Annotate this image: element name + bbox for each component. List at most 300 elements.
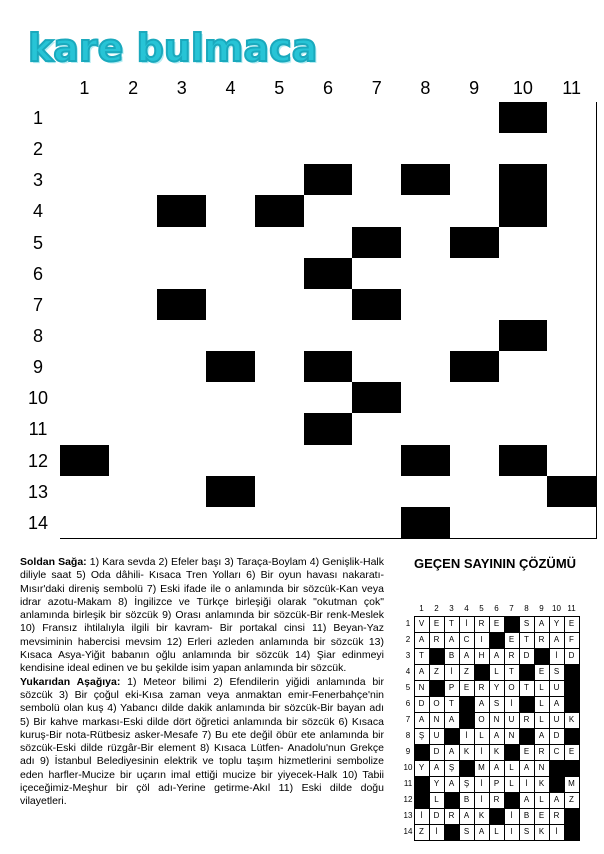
grid-cell[interactable]	[450, 258, 500, 290]
solution-column-number: 7	[509, 604, 514, 613]
grid-cell[interactable]	[60, 382, 110, 414]
row-number: 3	[32, 170, 43, 191]
solution-black-cell	[549, 760, 565, 777]
grid-cell[interactable]	[255, 320, 305, 352]
solution-cell: İ	[414, 808, 430, 825]
solution-cell: M	[474, 760, 490, 777]
black-cell	[352, 227, 402, 259]
grid-cell[interactable]	[255, 164, 305, 196]
grid-cell[interactable]	[60, 507, 110, 539]
column-number: 11	[562, 78, 581, 98]
solution-column-number: 8	[524, 604, 529, 613]
grid-cell[interactable]	[304, 445, 354, 477]
solution-cell: İ	[459, 728, 475, 745]
solution-cell: İ	[459, 616, 475, 633]
column-number: 2	[128, 78, 139, 98]
grid-cell[interactable]	[157, 102, 207, 134]
grid-cell[interactable]	[255, 102, 305, 134]
row-number: 1	[32, 108, 43, 128]
solution-black-cell	[444, 824, 460, 841]
solution-cell: Y	[549, 616, 565, 633]
solution-cell: L	[504, 776, 520, 793]
grid-cell[interactable]	[401, 133, 451, 165]
solution-row-number: 10	[403, 763, 413, 772]
grid-cell[interactable]	[255, 258, 305, 290]
solution-black-cell	[504, 616, 520, 633]
solution-cell: N	[429, 712, 445, 729]
grid-cell[interactable]	[206, 227, 256, 259]
grid-cell[interactable]	[499, 227, 549, 259]
solution-cell: A	[414, 632, 430, 649]
grid-cell[interactable]	[206, 445, 256, 477]
solution-cell: İ	[549, 824, 565, 841]
solution-cell: F	[564, 632, 580, 649]
grid-cell[interactable]	[304, 476, 354, 508]
grid-cell[interactable]	[352, 320, 402, 352]
grid-cell[interactable]	[547, 413, 597, 445]
column-number: 5	[274, 78, 285, 98]
grid-cell[interactable]	[499, 351, 549, 383]
black-cell	[547, 476, 597, 508]
solution-cell: O	[504, 680, 520, 697]
solution-cell: B	[519, 808, 535, 825]
solution-row-number: 4	[405, 667, 411, 676]
solution-cell: A	[474, 696, 490, 713]
row-number: 9	[32, 357, 43, 378]
grid-cell[interactable]	[255, 445, 305, 477]
grid-cell[interactable]	[401, 195, 451, 227]
grid-cell[interactable]	[547, 164, 597, 196]
grid-cell[interactable]	[60, 289, 110, 321]
solution-cell: D	[429, 808, 445, 825]
grid-cell[interactable]	[255, 507, 305, 539]
solution-cell: S	[519, 824, 535, 841]
solution-row-number: 5	[405, 683, 411, 692]
solution-row-number: 9	[405, 747, 411, 756]
solution-cell: A	[489, 760, 505, 777]
grid-cell[interactable]	[109, 476, 159, 508]
black-cell	[401, 507, 451, 539]
grid-cell[interactable]	[255, 413, 305, 445]
grid-cell[interactable]	[157, 445, 207, 477]
grid-cell[interactable]	[450, 102, 500, 134]
solution-black-cell	[504, 744, 520, 761]
grid-cell[interactable]	[304, 195, 354, 227]
solution-cell: K	[534, 824, 550, 841]
solution-cell: A	[534, 728, 550, 745]
solution-black-cell	[444, 792, 460, 809]
solution-cell: D	[429, 744, 445, 761]
grid-cell[interactable]	[352, 258, 402, 290]
solution-cell: T	[519, 680, 535, 697]
solution-row-number: 11	[403, 779, 413, 788]
solution-row-number: 12	[403, 795, 413, 804]
grid-cell[interactable]	[206, 382, 256, 414]
grid-cell[interactable]	[450, 445, 500, 477]
solution-black-cell	[444, 728, 460, 745]
solution-cell: P	[489, 776, 505, 793]
grid-cell[interactable]	[255, 382, 305, 414]
grid-cell[interactable]	[255, 351, 305, 383]
solution-black-cell	[564, 696, 580, 713]
grid-cell[interactable]	[352, 476, 402, 508]
row-number: 10	[27, 388, 49, 409]
solution-cell: R	[474, 680, 490, 697]
solution-row-number: 7	[405, 715, 411, 724]
black-cell	[450, 351, 500, 383]
solution-black-cell	[564, 728, 580, 745]
grid-cell[interactable]	[547, 195, 597, 227]
grid-cell[interactable]	[352, 351, 402, 383]
grid-cell[interactable]	[401, 382, 451, 414]
grid-cell[interactable]	[157, 476, 207, 508]
across-clues: 1) Kara sevda 2) Efeler başı 3) Taraça-Boylam 4) Genişlik-Halk diliyle saat 5) Oda dâhili- Kısaca Tren Yolları 6) Bir oyun havası nakaratı-Mısır'daki direniş sembolü 7) Eski ifade ile o anlamında bir sözcük-Kan veya idrar azotu-Makam 8) İngilizce ve Türkçe birleşiği olarak "okutman çok" anlamında birleşik bir sözcük 9) Orası anlamında bir sözcük-Bir renk-Meslek 10) Fransız ihtilalıyla ilgili bir kavram- Bir portakal cinsi 11) Beyan-Yaz mevsiminin habercisi mevsim 12) Erleri azleden anlamında bir sözcük 13) Kısaca Asya-Yiğit babanın oğlu anlamında bir sözcük 14) Şiar edinmeyi kendisine ideal edinen ve bu şekilde isim yapan anlamında bir sözcük.	[20, 556, 385, 675]
grid-cell[interactable]	[547, 382, 597, 414]
solution-cell: L	[489, 664, 505, 681]
solution-cell: A	[549, 696, 565, 713]
grid-cell[interactable]	[401, 102, 451, 134]
grid-cell[interactable]	[547, 351, 597, 383]
solution-cell: D	[564, 648, 580, 665]
black-cell	[206, 351, 256, 383]
solution-title: GEÇEN SAYININ ÇÖZÜMÜ	[414, 556, 577, 571]
grid-cell[interactable]	[499, 413, 549, 445]
grid-cell[interactable]	[157, 507, 207, 539]
grid-cell[interactable]	[109, 445, 159, 477]
grid-cell[interactable]	[157, 413, 207, 445]
grid-cell[interactable]	[352, 413, 402, 445]
grid-cell[interactable]	[304, 382, 354, 414]
grid-cell[interactable]	[60, 133, 110, 165]
solution-black-cell	[489, 808, 505, 825]
solution-column-number: 3	[449, 604, 454, 613]
grid-cell[interactable]	[352, 445, 402, 477]
solution-cell: Ş	[459, 776, 475, 793]
grid-cell[interactable]	[109, 507, 159, 539]
grid-cell[interactable]	[499, 507, 549, 539]
solution-grid	[414, 616, 579, 840]
column-number: 6	[322, 78, 333, 98]
solution-cell: C	[459, 632, 475, 649]
column-number: 10	[512, 78, 533, 98]
grid-cell[interactable]	[60, 227, 110, 259]
grid-cell[interactable]	[304, 102, 354, 134]
black-cell	[60, 445, 110, 477]
grid-cell[interactable]	[547, 445, 597, 477]
solution-cell: L	[534, 792, 550, 809]
solution-cell: B	[444, 648, 460, 665]
solution-cell: K	[489, 744, 505, 761]
grid-cell[interactable]	[499, 382, 549, 414]
grid-cell[interactable]	[304, 289, 354, 321]
grid-cell[interactable]	[60, 164, 110, 196]
black-cell	[157, 195, 207, 227]
solution-cell: P	[444, 680, 460, 697]
solution-column-number: 2	[434, 604, 439, 613]
black-cell	[255, 195, 305, 227]
solution-cell: İ	[474, 744, 490, 761]
grid-cell[interactable]	[109, 351, 159, 383]
black-cell	[304, 413, 354, 445]
grid-cell[interactable]	[450, 507, 500, 539]
grid-cell[interactable]	[157, 227, 207, 259]
grid-cell[interactable]	[109, 102, 159, 134]
grid-cell[interactable]	[547, 507, 597, 539]
solution-black-cell	[414, 776, 430, 793]
grid-cell[interactable]	[547, 227, 597, 259]
solution-cell: M	[564, 776, 580, 793]
solution-cell: Y	[489, 680, 505, 697]
grid-cell[interactable]	[401, 258, 451, 290]
solution-cell: E	[504, 632, 520, 649]
grid-cell[interactable]	[547, 133, 597, 165]
solution-black-cell	[489, 632, 505, 649]
solution-black-cell	[564, 760, 580, 777]
solution-row-number: 1	[405, 619, 411, 628]
row-number: 8	[32, 326, 43, 346]
grid-cell[interactable]	[60, 476, 110, 508]
solution-cell: O	[474, 712, 490, 729]
grid-cell[interactable]	[60, 320, 110, 352]
grid-cell[interactable]	[206, 320, 256, 352]
grid-cell[interactable]	[206, 258, 256, 290]
solution-cell: A	[534, 616, 550, 633]
grid-cell[interactable]	[304, 320, 354, 352]
solution-cell: A	[459, 808, 475, 825]
grid-cell[interactable]	[401, 413, 451, 445]
grid-cell[interactable]	[157, 320, 207, 352]
solution-cell: L	[534, 712, 550, 729]
solution-row-number: 14	[403, 827, 413, 836]
solution-cell: A	[444, 744, 460, 761]
solution-cell: İ	[504, 696, 520, 713]
solution-black-cell	[564, 808, 580, 825]
solution-black-cell	[459, 696, 475, 713]
solution-cell: S	[519, 616, 535, 633]
down-label: Yukarıdan Aşağıya:	[20, 675, 121, 688]
grid-cell[interactable]	[206, 133, 256, 165]
row-number: 2	[32, 139, 43, 160]
grid-cell[interactable]	[352, 195, 402, 227]
across-label: Soldan Sağa:	[20, 556, 87, 568]
grid-cell[interactable]	[304, 133, 354, 165]
grid-cell[interactable]	[60, 195, 110, 227]
solution-cell: U	[429, 728, 445, 745]
grid-cell[interactable]	[206, 102, 256, 134]
grid-cell[interactable]	[206, 195, 256, 227]
solution-cell: A	[444, 712, 460, 729]
grid-cell[interactable]	[547, 320, 597, 352]
solution-black-cell	[459, 712, 475, 729]
solution-cell: R	[519, 712, 535, 729]
solution-cell: S	[489, 696, 505, 713]
grid-cell[interactable]	[304, 507, 354, 539]
grid-cell[interactable]	[401, 320, 451, 352]
solution-cell: L	[534, 696, 550, 713]
grid-cell[interactable]	[547, 258, 597, 290]
grid-cell[interactable]	[499, 289, 549, 321]
solution-cell: K	[534, 776, 550, 793]
black-cell	[499, 195, 549, 227]
solution-cell: E	[519, 744, 535, 761]
grid-cell[interactable]	[401, 289, 451, 321]
grid-cell[interactable]	[109, 289, 159, 321]
solution-row-number: 8	[405, 731, 411, 740]
solution-cell: İ	[444, 664, 460, 681]
solution-cell: E	[564, 744, 580, 761]
solution-cell: A	[414, 712, 430, 729]
grid-cell[interactable]	[450, 476, 500, 508]
solution-cell: R	[534, 632, 550, 649]
grid-cell[interactable]	[157, 382, 207, 414]
solution-cell: Z	[414, 824, 430, 841]
black-cell	[304, 258, 354, 290]
grid-cell[interactable]	[499, 133, 549, 165]
grid-cell[interactable]	[352, 133, 402, 165]
solution-cell: A	[549, 792, 565, 809]
solution-cell: C	[549, 744, 565, 761]
column-number: 4	[225, 78, 236, 98]
grid-cell[interactable]	[157, 258, 207, 290]
solution-cell: İ	[504, 808, 520, 825]
solution-cell: İ	[474, 776, 490, 793]
black-cell	[304, 164, 354, 196]
grid-cell[interactable]	[109, 382, 159, 414]
solution-cell: R	[549, 808, 565, 825]
column-number: 1	[79, 78, 90, 98]
grid-cell[interactable]	[157, 164, 207, 196]
black-cell	[352, 382, 402, 414]
grid-cell[interactable]	[352, 507, 402, 539]
solution-cell: N	[534, 760, 550, 777]
solution-cell: A	[459, 648, 475, 665]
grid-cell[interactable]	[450, 133, 500, 165]
black-cell	[401, 164, 451, 196]
grid-cell[interactable]	[60, 413, 110, 445]
solution-cell: İ	[429, 824, 445, 841]
grid-cell[interactable]	[450, 382, 500, 414]
grid-cell[interactable]	[450, 413, 500, 445]
grid-cell[interactable]	[450, 289, 500, 321]
grid-cell[interactable]	[547, 102, 597, 134]
grid-cell[interactable]	[499, 258, 549, 290]
solution-cell: A	[444, 632, 460, 649]
solution-cell: K	[474, 808, 490, 825]
grid-cell[interactable]	[255, 227, 305, 259]
solution-black-cell	[549, 776, 565, 793]
solution-cell: E	[534, 664, 550, 681]
grid-cell[interactable]	[255, 133, 305, 165]
grid-cell[interactable]	[352, 164, 402, 196]
solution-black-cell	[414, 744, 430, 761]
grid-cell[interactable]	[60, 102, 110, 134]
grid-cell[interactable]	[206, 289, 256, 321]
grid-cell[interactable]	[401, 476, 451, 508]
grid-cell[interactable]	[109, 413, 159, 445]
solution-column-number: 4	[464, 604, 469, 613]
grid-cell[interactable]	[157, 351, 207, 383]
solution-cell: E	[429, 616, 445, 633]
solution-black-cell	[459, 760, 475, 777]
grid-cell[interactable]	[450, 164, 500, 196]
grid-cell[interactable]	[206, 413, 256, 445]
solution-cell: E	[564, 616, 580, 633]
grid-cell[interactable]	[255, 476, 305, 508]
solution-cell: A	[519, 792, 535, 809]
solution-cell: İ	[474, 792, 490, 809]
grid-cell[interactable]	[109, 195, 159, 227]
grid-cell[interactable]	[450, 195, 500, 227]
solution-cell: E	[489, 616, 505, 633]
grid-cell[interactable]	[547, 289, 597, 321]
solution-cell: R	[489, 792, 505, 809]
column-number: 7	[371, 78, 382, 98]
solution-cell: T	[519, 632, 535, 649]
grid-cell[interactable]	[109, 227, 159, 259]
solution-column-number: 11	[567, 604, 576, 613]
solution-cell: T	[444, 616, 460, 633]
solution-cell: İ	[549, 648, 565, 665]
black-cell	[450, 227, 500, 259]
grid-cell[interactable]	[401, 227, 451, 259]
grid-cell[interactable]	[109, 320, 159, 352]
grid-cell[interactable]	[401, 351, 451, 383]
black-cell	[304, 351, 354, 383]
solution-row-number: 6	[405, 699, 411, 708]
solution-black-cell	[519, 728, 535, 745]
solution-cell: T	[444, 696, 460, 713]
row-number: 5	[32, 232, 43, 253]
row-number: 12	[27, 450, 49, 471]
grid-cell[interactable]	[60, 258, 110, 290]
solution-cell: H	[474, 648, 490, 665]
solution-cell: O	[429, 696, 445, 713]
solution-row-number: 3	[405, 651, 411, 660]
solution-cell: E	[459, 680, 475, 697]
grid-cell[interactable]	[450, 320, 500, 352]
row-number: 11	[28, 419, 48, 440]
solution-cell: K	[564, 712, 580, 729]
grid-cell[interactable]	[352, 102, 402, 134]
grid-cell[interactable]	[304, 227, 354, 259]
solution-cell: T	[414, 648, 430, 665]
grid-cell[interactable]	[255, 289, 305, 321]
grid-cell[interactable]	[206, 164, 256, 196]
solution-cell: A	[474, 824, 490, 841]
page-title: kare bulmaca	[28, 26, 318, 70]
grid-cell[interactable]	[157, 133, 207, 165]
grid-cell[interactable]	[499, 476, 549, 508]
grid-cell[interactable]	[60, 351, 110, 383]
solution-cell: B	[459, 792, 475, 809]
solution-column-numbers	[402, 604, 582, 616]
solution-black-cell	[504, 792, 520, 809]
grid-cell[interactable]	[109, 164, 159, 196]
solution-cell: Ş	[444, 760, 460, 777]
grid-cell[interactable]	[109, 133, 159, 165]
solution-cell: I	[504, 824, 520, 841]
grid-cell[interactable]	[206, 507, 256, 539]
clues-block	[20, 556, 384, 809]
solution-cell: K	[459, 744, 475, 761]
solution-cell: U	[504, 712, 520, 729]
solution-column-number: 9	[539, 604, 544, 613]
solution-cell: Y	[414, 760, 430, 777]
solution-cell: L	[534, 680, 550, 697]
grid-cell[interactable]	[109, 258, 159, 290]
solution-cell: L	[489, 824, 505, 841]
solution-cell: E	[534, 808, 550, 825]
